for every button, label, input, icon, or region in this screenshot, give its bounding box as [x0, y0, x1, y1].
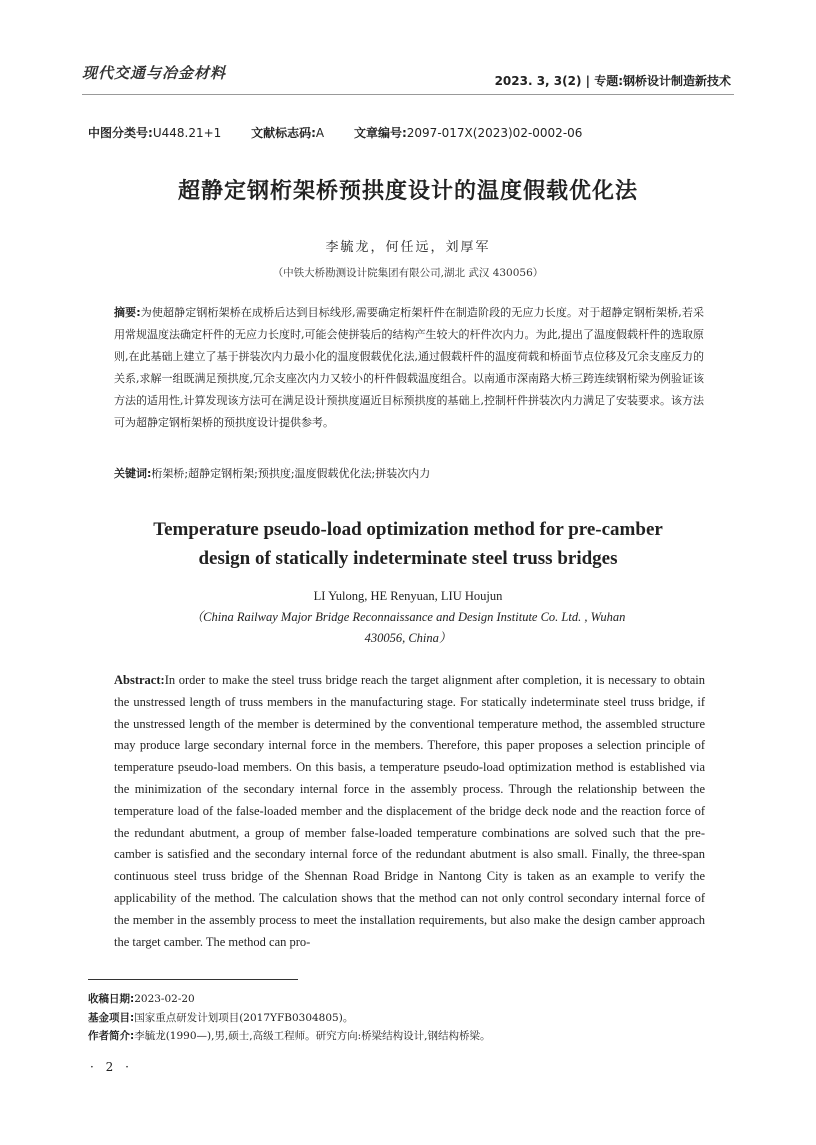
- issue-info: 2023. 3, 3(2) | 专题:钢桥设计制造新技术: [494, 74, 731, 88]
- clc-number: 中图分类号:U448.21+1: [88, 126, 222, 140]
- abstract-text-cn: 为使超静定钢桁架桥在成桥后达到目标线形,需要确定桁架杆件在制造阶段的无应力长度。对于超静定钢桁架桥,若采用常规温度法确定杆件的无应力长度时,可能会使拼装后的结构产生较大的杆件次内力。为此,提出了温度假载杆件的选取原则,在此基础上建立了基于拼装次内力最小化的温度假载优化法,通过假载杆件的温度荷载和桥面节点位移及冗余支座反力的关系,求解一组既满足预拱度,冗余支座次内力又较小的杆件假载温度组合。以南通市深南路大桥三跨连续钢桁梁为例验证该方法的适用性,计算发现该方法可在满足设计预拱度逼近目标预拱度的基础上,控制杆件拼装次内力满足了安装要求。该方法可为超静定钢桁架桥的预拱度设计提供参考。: [114, 306, 704, 429]
- title-english-line2: design of statically indeterminate steel truss bridges: [198, 548, 618, 569]
- received-date: 收稿日期:2023-02-20: [88, 993, 195, 1005]
- abstract-text-en: In order to make the steel truss bridge reach the target alignment after completion, it is necessary to obtain the unstressed length of truss members in the manufacturing stage. For statically indeterminate steel truss bridge, if the unstressed length of the member is determined by the conventional temperature method, the assembled structure may produce large secondary internal force in the members. Therefore, this paper proposes a selection principle of temperature pseudo-load members. On this basis, a temperature pseudo-load optimization method is established via the minimization of the secondary internal force in the assembly process. Through the relationship between the temperature load of the false-loaded member and the displacement of the bridge deck node and the reaction force of the redundant abutment, a group of member false-loaded temperature combinations are solved such that the pre-camber is satisfied and the secondary internal force of the redundant abutment is also small. Finally, the three-span continuous steel truss bridge of the Shennan Road Bridge in Nantong City is taken as an example to verify the applicability of the method. The calculation shows that the method can not only control secondary internal force of the member in the assembly process to meet the installation requirements, but also make the design camber approach the target camber. The method can pro-: [114, 673, 705, 949]
- authors-chinese: 李毓龙，何任远，刘厚军: [325, 240, 491, 255]
- classification-line: [88, 124, 608, 141]
- keywords-chinese: [114, 465, 704, 483]
- abstract-english: [114, 670, 705, 953]
- title-english: [0, 515, 816, 573]
- article-number: 文章编号:2097-017X(2023)02-0002-06: [353, 126, 583, 140]
- footnotes: [88, 990, 728, 1046]
- document-code: 文献标志码:A: [251, 126, 325, 140]
- page-number: · 2 ·: [90, 1060, 133, 1074]
- header-rule: [82, 94, 734, 95]
- footnote-rule: [88, 979, 298, 980]
- keywords-text-cn: 桁架桥;超静定钢桁架;预拱度;温度假载优化法;拼装次内力: [151, 467, 431, 480]
- affiliation-chinese: （中铁大桥勘测设计院集团有限公司,湖北 武汉 430056）: [272, 267, 544, 279]
- abstract-label-en: Abstract:: [114, 673, 165, 687]
- affiliation-english: （China Railway Major Bridge Reconnaissance and Design Institute Co. Ltd. , Wuhan 430056, China）: [190, 610, 626, 645]
- journal-logo: 现代交通与冶金材料: [82, 64, 227, 82]
- abstract-label-cn: 摘要:: [114, 306, 141, 319]
- keywords-label-cn: 关键词:: [114, 467, 152, 480]
- title-chinese: 超静定钢桁架桥预拱度设计的温度假载优化法: [177, 179, 638, 204]
- authors-english: LI Yulong, HE Renyuan, LIU Houjun: [313, 589, 503, 603]
- fund-project: 基金项目:国家重点研发计划项目(2017YFB0304805)。: [88, 1011, 354, 1024]
- author-bio: 作者简介:李毓龙(1990—),男,硕士,高级工程师。研究方向:桥梁结构设计,钢结构桥梁。: [88, 1030, 491, 1042]
- title-english-line1: Temperature pseudo-load optimization method for pre-camber: [153, 519, 663, 540]
- abstract-chinese: [114, 302, 704, 434]
